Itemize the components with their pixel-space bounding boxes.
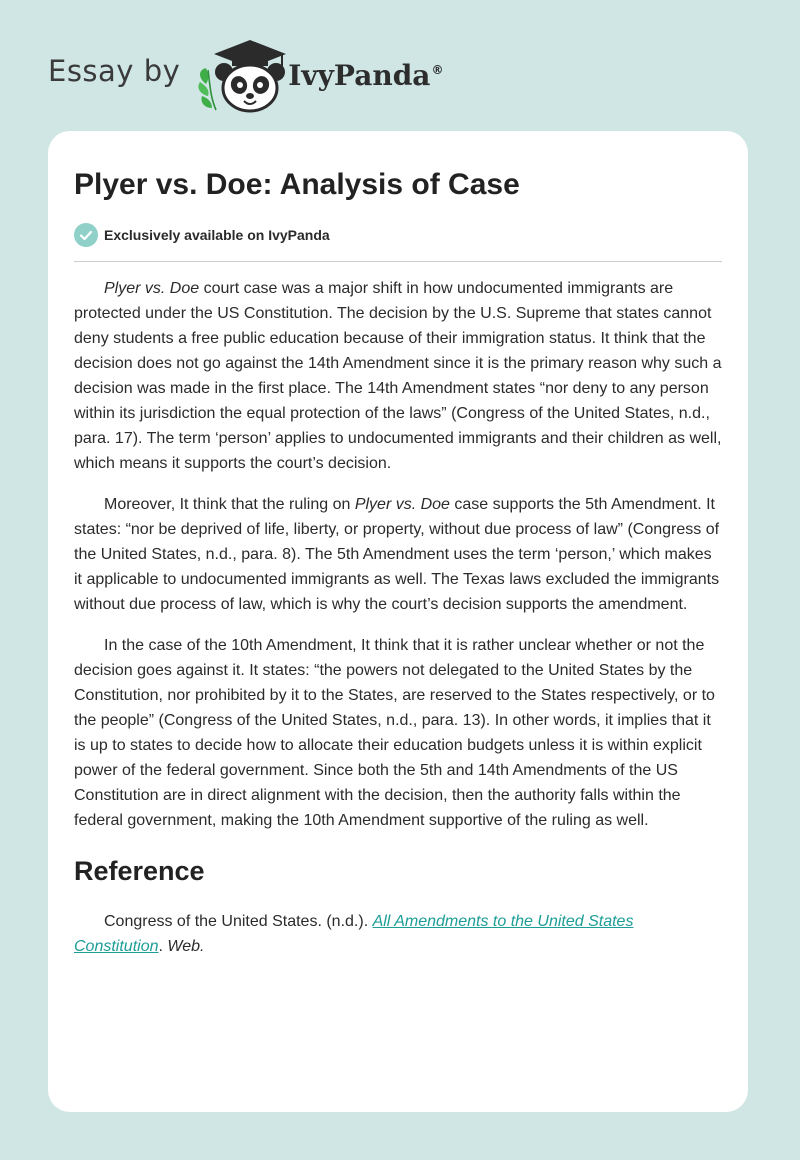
page-title: Plyer vs. Doe: Analysis of Case (74, 168, 520, 201)
paragraph-3: In the case of the 10th Amendment, It think that it is rather unclear whether or not the decision goes against it. It states: “the powers not delegated to the United States by the Constitution, nor prohibited by it to the States, are reserved to the States respectively, or to the people” (Congress of the United States, n.d., para. 13). In other words, it implies that it is up to states to decide how to allocate their education budgets unless it is within explicit power of the federal government. Since both the 5th and 14th Amendments of the US Constitution are in direct alignment with the decision, then the authority falls within the federal government, making the 10th Amendment supportive of the ruling as well. (74, 637, 715, 829)
essay-body (74, 276, 722, 959)
check-circle-icon (74, 223, 98, 247)
reference-entry (74, 909, 722, 959)
paragraph-2 (74, 492, 722, 617)
reference-separator: . (158, 938, 168, 955)
exclusive-badge (74, 223, 330, 247)
paragraph-1-text: court case was a major shift in how undocumented immigrants are protected under the US Constitution. The decision by the U.S. Supreme that states cannot deny students a free public education because of their immigration status. It think that the decision does not go against the 14th Amendment since it is the primary reason why such a decision was made in the first place. The 14th Amendment states “nor deny to any person within its jurisdiction the equal protection of the laws” (Congress of the United States, n.d., para. 17). The term ‘person’ applies to undocumented immigrants and their children as well, which means it supports the court’s decision. (74, 280, 722, 472)
paragraph-2-before: Moreover, It think that the ruling on (104, 496, 355, 513)
panda-logo-icon (194, 34, 290, 114)
reference-heading: Reference (74, 856, 205, 886)
reference-link[interactable]: All Amendments to the United States Constitution (74, 913, 634, 955)
brand-name (288, 59, 443, 92)
case-name: Plyer vs. Doe (354, 496, 450, 513)
paragraph-1 (74, 276, 722, 476)
reference-author: Congress of the United States. (n.d.). (104, 913, 373, 930)
title-divider (74, 261, 722, 262)
site-brand[interactable] (48, 34, 443, 114)
case-name: Plyer vs. Doe (104, 280, 200, 297)
registered-mark: ® (431, 63, 444, 78)
reference-medium: Web. (167, 938, 205, 955)
essay-card (48, 131, 748, 1112)
paragraph-2-after: case supports the 5th Amendment. It states: “nor be deprived of life, liberty, or property, without due process of law” (Congress of the United States, n.d., para. 8). The 5th Amendment uses the term ‘person,’ which makes it applicable to undocumented immigrants as well. The Texas laws excluded the immigrants without due process of law, which is why the court’s decision supports the amendment. (74, 496, 720, 613)
brand-prefix: Essay by (48, 54, 181, 88)
exclusive-label: Exclusively available on IvyPanda (104, 227, 330, 243)
brand-name-text: IvyPanda (288, 58, 431, 92)
